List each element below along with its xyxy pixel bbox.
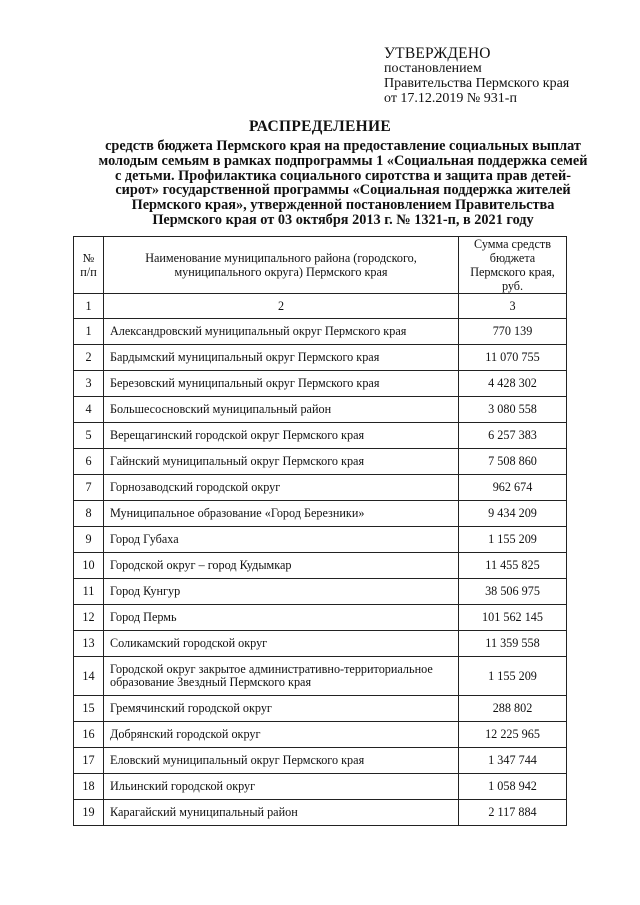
- table-row: [74, 527, 567, 553]
- municipality-name: Большесосновский муниципальный район: [104, 397, 459, 423]
- subtitle-line: с детьми. Профилактика социального сиротства и защита прав детей-: [114, 167, 572, 184]
- subtitle-line: средств бюджета Пермского края на предоставление социальных выплат: [105, 138, 581, 154]
- budget-amount: 1 347 744: [459, 748, 567, 774]
- row-number: 5: [74, 423, 104, 449]
- municipality-name: Бардымский муниципальный округ Пермского края: [104, 345, 459, 371]
- approval-line-4: от 17.12.2019 № 931-п: [384, 91, 517, 106]
- index-cell: 2: [104, 294, 459, 319]
- table-row: [74, 696, 567, 722]
- row-number: 17: [74, 748, 104, 774]
- budget-amount: 9 434 209: [459, 501, 567, 527]
- header-num: № п/п: [74, 237, 104, 294]
- table-row: [74, 423, 567, 449]
- municipality-name: Еловский муниципальный округ Пермского края: [104, 748, 459, 774]
- approval-stamp: [384, 46, 569, 106]
- table-row: [74, 397, 567, 423]
- municipality-name: Городской округ закрытое административно-территориальное образование Звездный Пермского края: [104, 657, 459, 696]
- budget-amount: 1 155 209: [459, 527, 567, 553]
- table-row: [74, 579, 567, 605]
- budget-amount: 11 070 755: [459, 345, 567, 371]
- table-row: [74, 449, 567, 475]
- budget-amount: 288 802: [459, 696, 567, 722]
- municipality-name: Город Пермь: [104, 605, 459, 631]
- subtitle-line: молодым семьям в рамках подпрограммы 1 «Социальная поддержка семей: [98, 152, 588, 169]
- row-number: 15: [74, 696, 104, 722]
- table-row: [74, 748, 567, 774]
- table-row: [74, 371, 567, 397]
- table-row: [74, 774, 567, 800]
- row-number: 19: [74, 800, 104, 826]
- municipality-name: Гайнский муниципальный округ Пермского края: [104, 449, 459, 475]
- table-row: [74, 501, 567, 527]
- budget-amount: 1 058 942: [459, 774, 567, 800]
- budget-amount: 4 428 302: [459, 371, 567, 397]
- municipality-name: Горнозаводский городской округ: [104, 475, 459, 501]
- distribution-table: [73, 236, 567, 826]
- table-row: [74, 605, 567, 631]
- table-row: [74, 657, 567, 696]
- budget-amount: 11 455 825: [459, 553, 567, 579]
- row-number: 9: [74, 527, 104, 553]
- row-number: 10: [74, 553, 104, 579]
- column-index-row: [74, 294, 567, 319]
- municipality-name: Город Губаха: [104, 527, 459, 553]
- municipality-name: Верещагинский городской округ Пермского края: [104, 423, 459, 449]
- document-subtitle: [78, 139, 608, 228]
- municipality-name: Муниципальное образование «Город Березники»: [104, 501, 459, 527]
- municipality-name: Соликамский городской округ: [104, 631, 459, 657]
- budget-amount: 962 674: [459, 475, 567, 501]
- row-number: 2: [74, 345, 104, 371]
- budget-amount: 3 080 558: [459, 397, 567, 423]
- row-number: 16: [74, 722, 104, 748]
- row-number: 14: [74, 657, 104, 696]
- budget-amount: 6 257 383: [459, 423, 567, 449]
- budget-amount: 1 155 209: [459, 657, 567, 696]
- municipality-name: Добрянский городской округ: [104, 722, 459, 748]
- row-number: 6: [74, 449, 104, 475]
- municipality-name: Город Кунгур: [104, 579, 459, 605]
- row-number: 7: [74, 475, 104, 501]
- budget-amount: 11 359 558: [459, 631, 567, 657]
- row-number: 8: [74, 501, 104, 527]
- header-name: Наименование муниципального района (городского, муниципального округа) Пермского края: [104, 237, 459, 294]
- row-number: 13: [74, 631, 104, 657]
- index-cell: 3: [459, 294, 567, 319]
- budget-amount: 38 506 975: [459, 579, 567, 605]
- row-number: 3: [74, 371, 104, 397]
- row-number: 18: [74, 774, 104, 800]
- municipality-name: Гремячинский городской округ: [104, 696, 459, 722]
- row-number: 4: [74, 397, 104, 423]
- document-title: РАСПРЕДЕЛЕНИЕ: [249, 118, 391, 135]
- table-row: [74, 475, 567, 501]
- budget-amount: 101 562 145: [459, 605, 567, 631]
- municipality-name: Березовский муниципальный округ Пермского края: [104, 371, 459, 397]
- municipality-name: Ильинский городской округ: [104, 774, 459, 800]
- table-row: [74, 722, 567, 748]
- table-header-row: [74, 237, 567, 294]
- subtitle-line: Пермского края от 03 октября 2013 г. № 1321-п, в 2021 году: [152, 211, 534, 228]
- municipality-name: Александровский муниципальный округ Пермского края: [104, 319, 459, 345]
- approval-heading: УТВЕРЖДЕНО: [384, 45, 491, 62]
- subtitle-line: сирот» государственной программы «Социальная поддержка жителей: [115, 182, 571, 199]
- budget-amount: 7 508 860: [459, 449, 567, 475]
- subtitle-line: Пермского края», утвержденной постановлением Правительства: [131, 197, 555, 214]
- approval-line-2: постановлением: [384, 61, 482, 76]
- table-row: [74, 319, 567, 345]
- table-row: [74, 345, 567, 371]
- row-number: 1: [74, 319, 104, 345]
- municipality-name: Карагайский муниципальный район: [104, 800, 459, 826]
- budget-amount: 770 139: [459, 319, 567, 345]
- row-number: 12: [74, 605, 104, 631]
- table-row: [74, 800, 567, 826]
- budget-amount: 2 117 884: [459, 800, 567, 826]
- row-number: 11: [74, 579, 104, 605]
- header-sum: Сумма средств бюджета Пермского края, руб.: [459, 237, 567, 294]
- budget-amount: 12 225 965: [459, 722, 567, 748]
- table-row: [74, 631, 567, 657]
- table-row: [74, 553, 567, 579]
- municipality-name: Городской округ – город Кудымкар: [104, 553, 459, 579]
- approval-line-3: Правительства Пермского края: [384, 76, 570, 91]
- index-cell: 1: [74, 294, 104, 319]
